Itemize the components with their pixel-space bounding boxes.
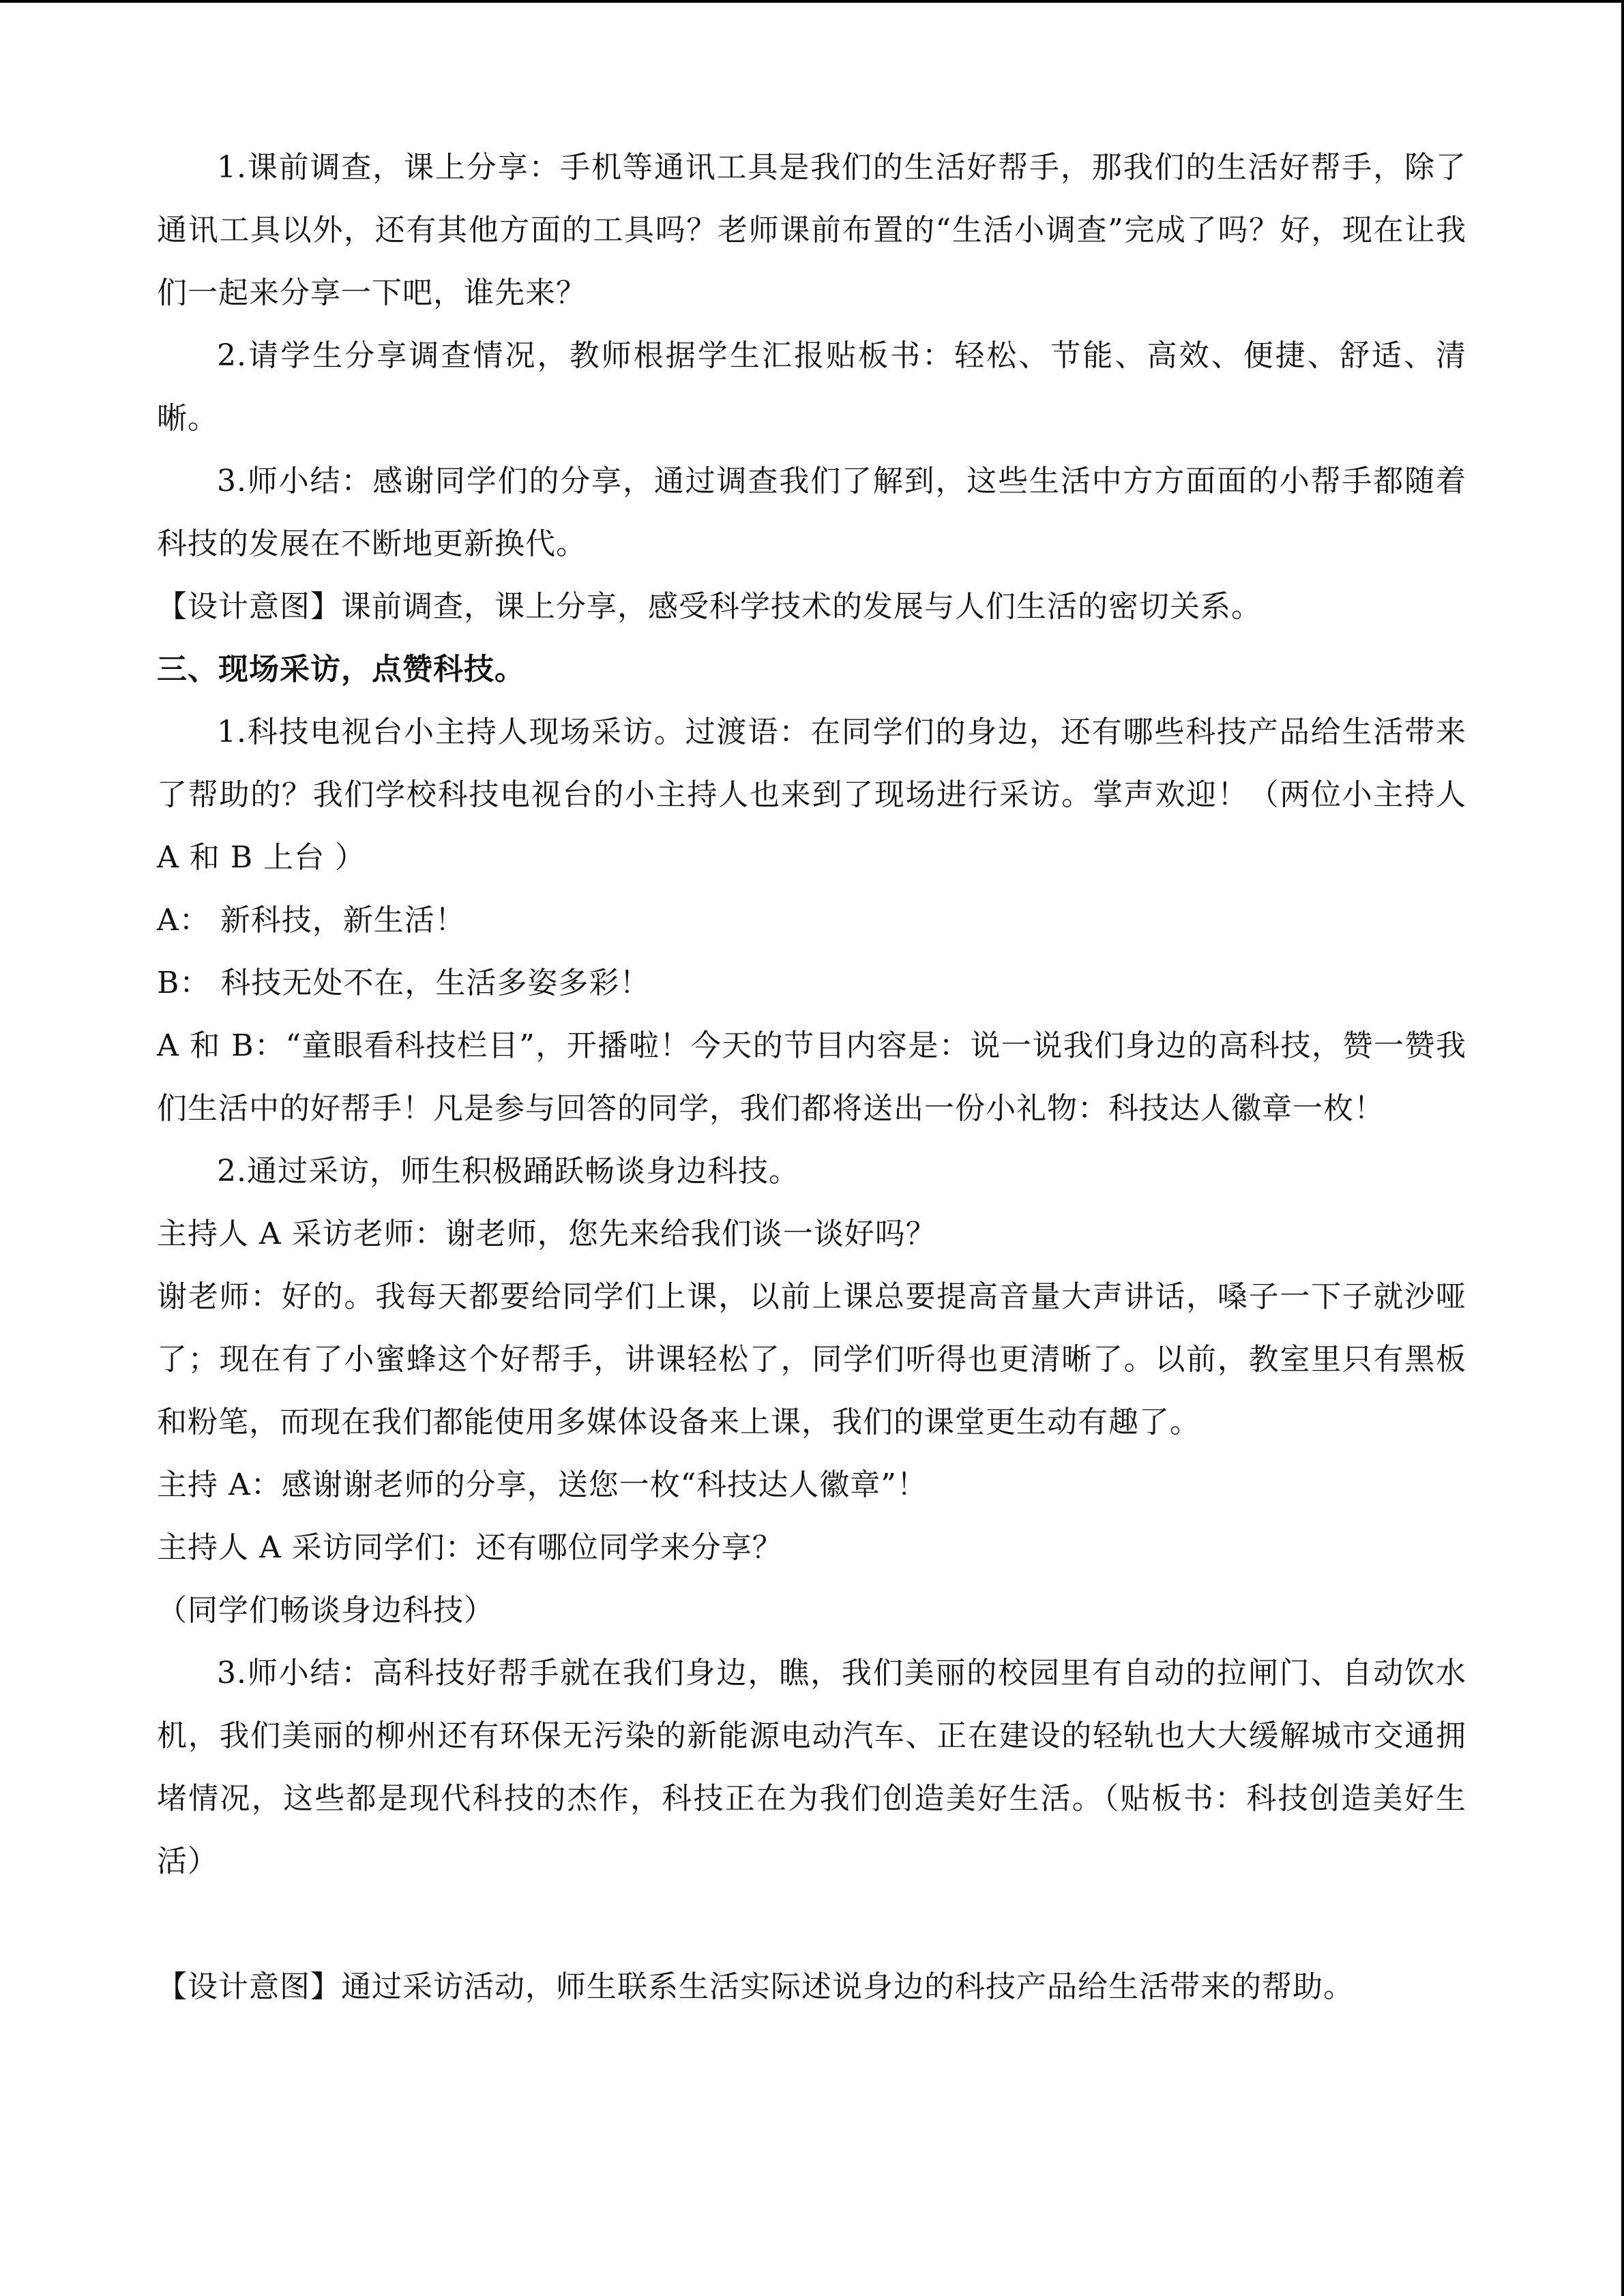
paragraph-host-interview: 1.科技电视台小主持人现场采访。过渡语：在同学们的身边，还有哪些科技产品给生活带来了帮助的？我们学校科技电视台的小主持人也来到了现场进行采访。掌声欢迎！（两位小主持人 A 和 B 上台 ） bbox=[157, 715, 1466, 875]
dialogue-host-thanks: 主持 A：感谢谢老师的分享，送您一枚“科技达人徽章”！ bbox=[157, 1467, 928, 1502]
paragraph-design-intent-2: 【设计意图】通过采访活动，师生联系生活实际述说身边的科技产品给生活带来的帮助。 bbox=[157, 1969, 1354, 2004]
dialogue-hosts-ab: A 和 B：“童眼看科技栏目”，开播啦！今天的节目内容是：说一说我们身边的高科技，赞一赞我们生活中的好帮手！凡是参与回答的同学，我们都将送出一份小礼物：科技达人徽章一枚！ bbox=[157, 1028, 1466, 1126]
document-body bbox=[157, 136, 1466, 2018]
paragraph-student-share: 2.请学生分享调查情况，教师根据学生汇报贴板书：轻松、节能、高效、便捷、舒适、清晰。 bbox=[157, 338, 1466, 436]
section-heading-interview: 三、现场采访，点赞科技。 bbox=[157, 652, 525, 687]
dialogue-host-b: B： 科技无处不在，生活多姿多彩！ bbox=[157, 966, 651, 1000]
paragraph-interview-talk: 2.通过采访，师生积极踊跃畅谈身边科技。 bbox=[217, 1154, 799, 1189]
paragraph-teacher-summary-2: 3.师小结：高科技好帮手就在我们身边，瞧，我们美丽的校园里有自动的拉闸门、自动饮水机，我们美丽的柳州还有环保无污染的新能源电动汽车、正在建设的轻轨也大大缓解城市交通拥堵情况，这些都是现代科技的杰作，科技正在为我们创造美好生活。（贴板书：科技创造美好生活） bbox=[157, 1656, 1466, 1879]
dialogue-host-asks-teacher: 主持人 A 采访老师：谢老师，您先来给我们谈一谈好吗？ bbox=[157, 1217, 936, 1251]
paragraph-classroom-survey: 1.课前调查，课上分享：手机等通讯工具是我们的生活好帮手，那我们的生活好帮手，除了通讯工具以外，还有其他方面的工具吗？老师课前布置的“生活小调查”完成了吗？好，现在让我们一起来分享一下吧，谁先来？ bbox=[157, 150, 1466, 310]
dialogue-host-a: A： 新科技，新生活！ bbox=[157, 903, 466, 938]
dialogue-teacher-answer: 谢老师：好的。我每天都要给同学们上课，以前上课总要提高音量大声讲话，嗓子一下子就沙哑了；现在有了小蜜蜂这个好帮手，讲课轻松了，同学们听得也更清晰了。以前，教室里只有黑板和粉笔，而现在我们都能使用多媒体设备来上课，我们的课堂更生动有趣了。 bbox=[157, 1279, 1466, 1440]
stage-direction-students: （同学们畅谈身边科技） bbox=[157, 1593, 494, 1628]
paragraph-design-intent-1: 【设计意图】课前调查，课上分享，感受科学技术的发展与人们生活的密切关系。 bbox=[157, 589, 1262, 624]
dialogue-host-asks-students: 主持人 A 采访同学们：还有哪位同学来分享？ bbox=[157, 1530, 783, 1565]
blank-line bbox=[157, 1893, 1466, 1956]
paragraph-teacher-summary-1: 3.师小结：感谢同学们的分享，通过调查我们了解到，这些生活中方方面面的小帮手都随着科技的发展在不断地更新换代。 bbox=[157, 464, 1466, 561]
